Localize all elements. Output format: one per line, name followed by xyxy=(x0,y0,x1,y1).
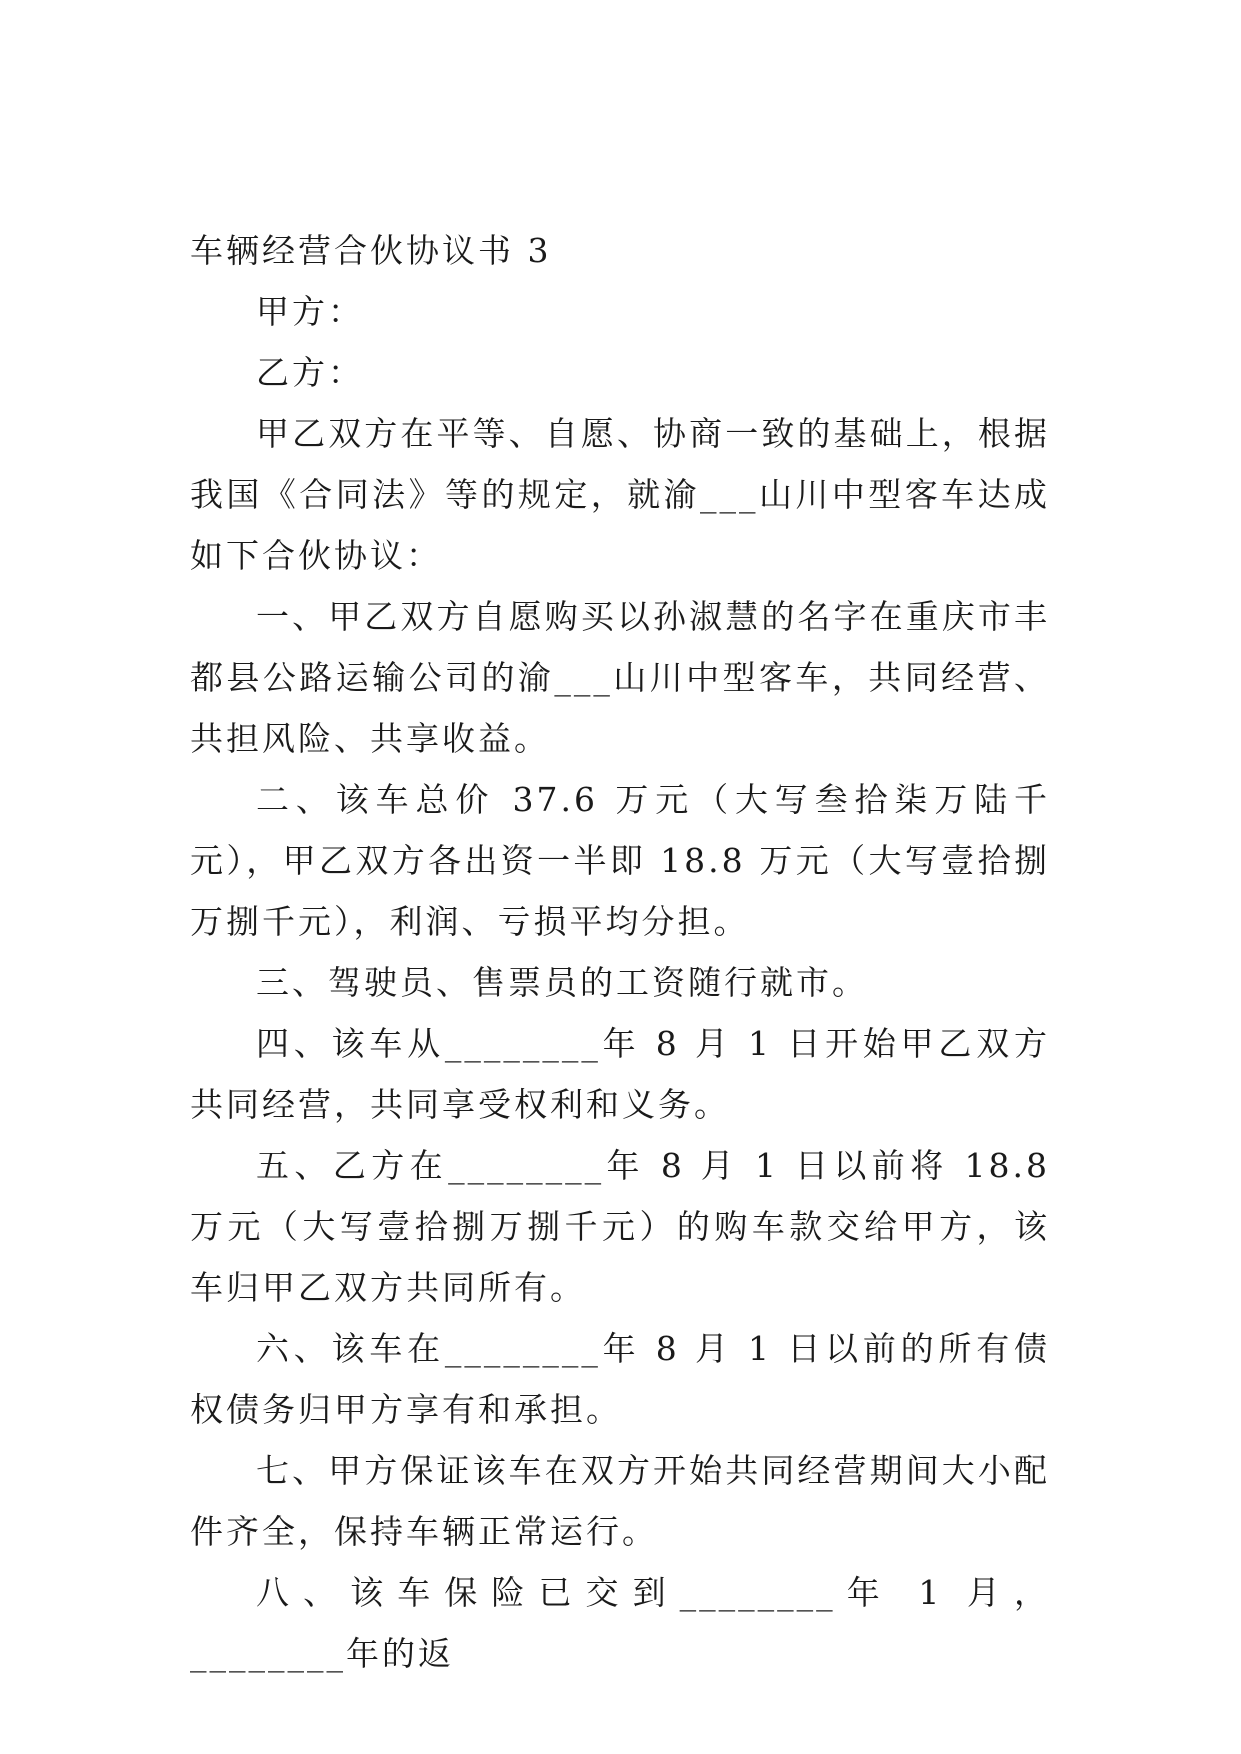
paragraph-clause-3: 三、驾驶员、售票员的工资随行就市。 xyxy=(256,963,868,1002)
paragraph-preamble: 甲乙双方在平等、自愿、协商一致的基础上，根据我国《合同法》等的规定，就渝___山川中型客车达成如下合伙协议： xyxy=(190,414,1050,575)
paragraph-party-a: 甲方： xyxy=(256,292,364,331)
paragraph-clause-2: 二、该车总价 37.6 万元（大写叁拾柒万陆千元），甲乙双方各出资一半即 18.8 万元（大写壹拾捌万捌千元），利润、亏损平均分担。 xyxy=(190,780,1050,941)
document-title: 车辆经营合伙协议书 3 xyxy=(190,231,552,270)
paragraph-clause-4: 四、该车从________年 8 月 1 日开始甲乙双方共同经营，共同享受权利和义务。 xyxy=(190,1024,1050,1124)
paragraph-clause-8: 八、该车保险已交到________年 1 月，________年的返 xyxy=(190,1573,1050,1673)
paragraph-clause-1: 一、甲乙双方自愿购买以孙淑慧的名字在重庆市丰都县公路运输公司的渝___山川中型客车，共同经营、共担风险、共享收益。 xyxy=(190,597,1050,758)
paragraph-clause-6: 六、该车在________年 8 月 1 日以前的所有债权债务归甲方享有和承担。 xyxy=(190,1329,1050,1429)
paragraph-clause-5: 五、乙方在________年 8 月 1 日以前将 18.8 万元（大写壹拾捌万捌千元）的购车款交给甲方，该车归甲乙双方共同所有。 xyxy=(190,1146,1050,1307)
paragraph-party-b: 乙方： xyxy=(256,353,364,392)
paragraph-clause-7: 七、甲方保证该车在双方开始共同经营期间大小配件齐全，保持车辆正常运行。 xyxy=(190,1451,1050,1551)
document-body xyxy=(190,220,1050,1684)
